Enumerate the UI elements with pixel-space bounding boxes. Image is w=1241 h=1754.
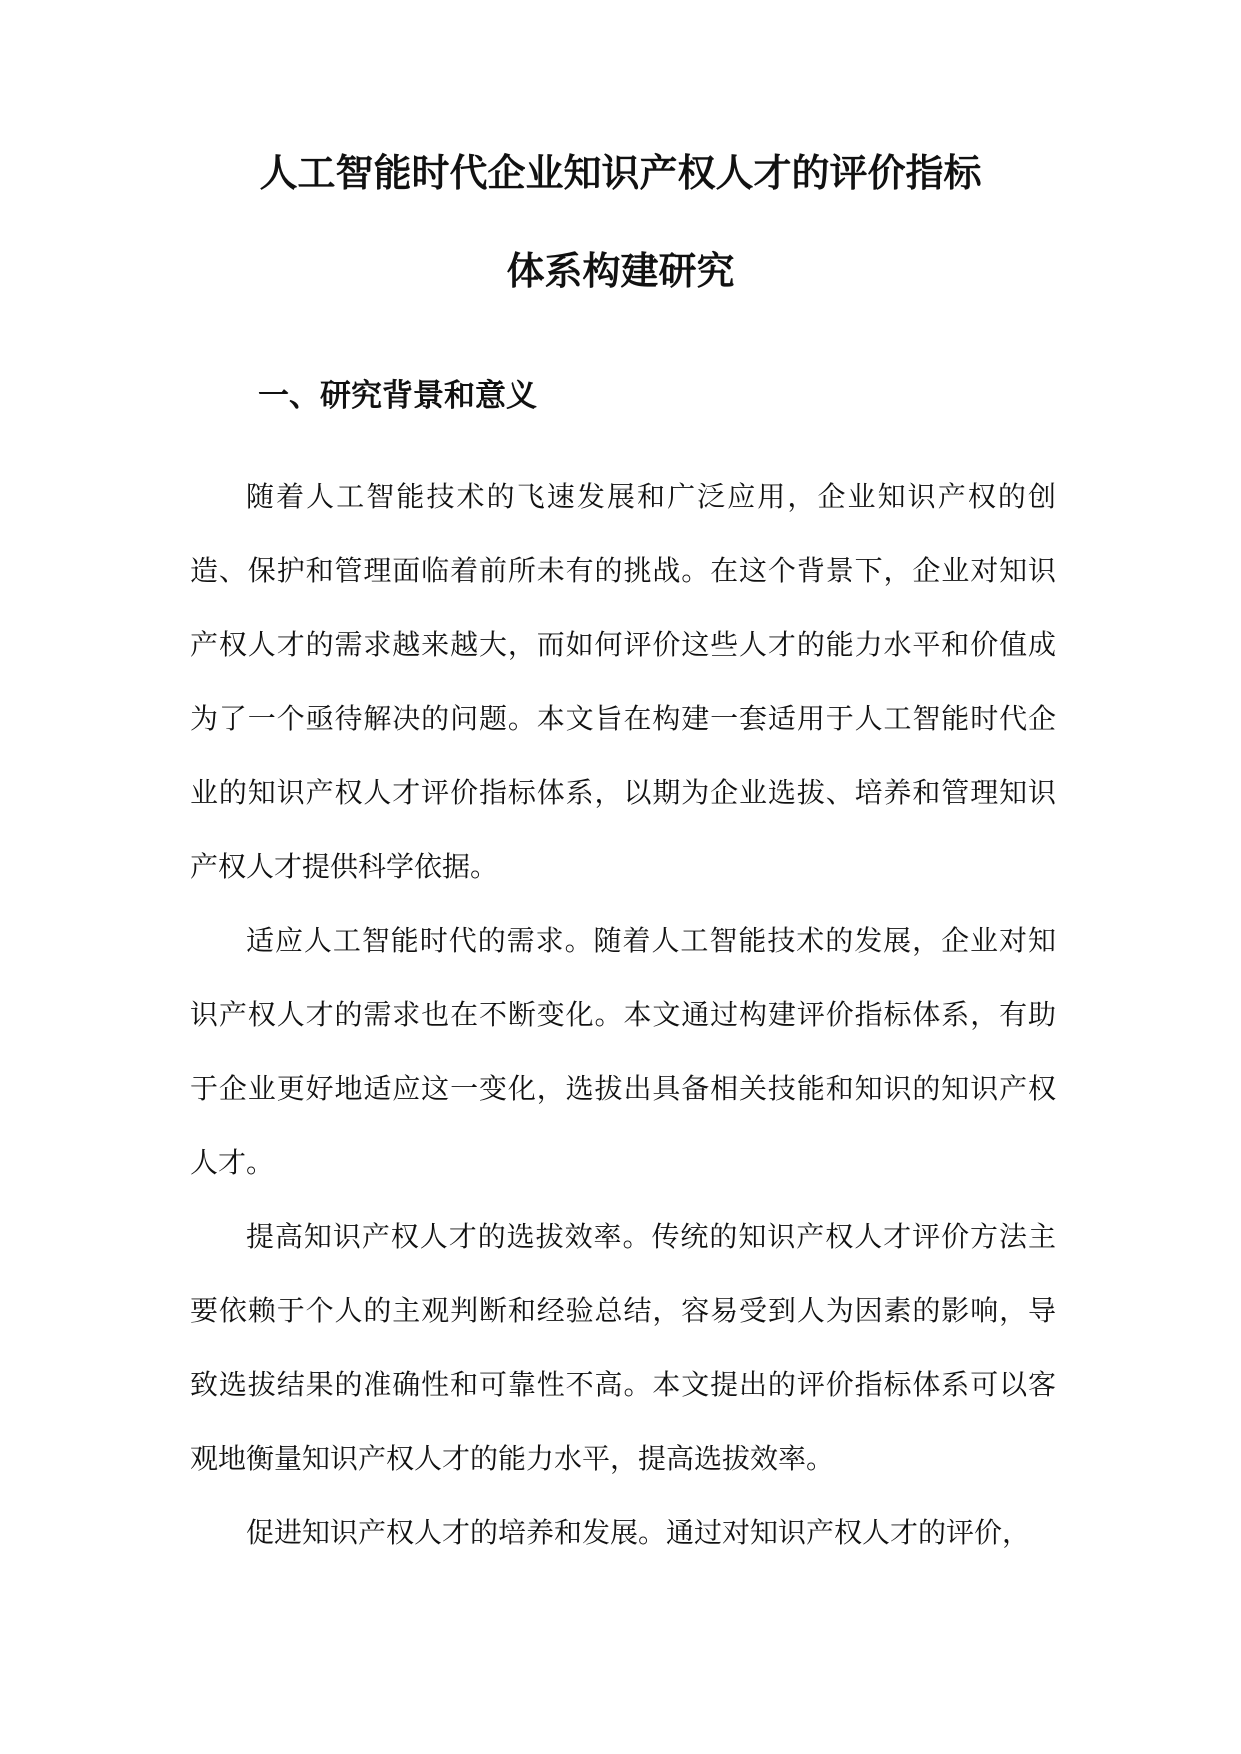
section-heading: 一、研究背景和意义 xyxy=(258,378,537,414)
document-body xyxy=(190,460,1056,1570)
paragraph: 适应人工智能时代的需求。随着人工智能技术的发展，企业对知识产权人才的需求也在不断变化。本文通过构建评价指标体系，有助于企业更好地适应这一变化，选拔出具备相关技能和知识的知识产权人才。 xyxy=(190,924,1056,1179)
paragraph: 提高知识产权人才的选拔效率。传统的知识产权人才评价方法主要依赖于个人的主观判断和经验总结，容易受到人为因素的影响，导致选拔结果的准确性和可靠性不高。本文提出的评价指标体系可以客观地衡量知识产权人才的能力水平，提高选拔效率。 xyxy=(190,1220,1056,1475)
paragraph: 随着人工智能技术的飞速发展和广泛应用，企业知识产权的创造、保护和管理面临着前所未有的挑战。在这个背景下，企业对知识产权人才的需求越来越大，而如何评价这些人才的能力水平和价值成为了一个亟待解决的问题。本文旨在构建一套适用于人工智能时代企业的知识产权人才评价指标体系，以期为企业选拔、培养和管理知识产权人才提供科学依据。 xyxy=(190,480,1056,883)
document-title-line-2: 体系构建研究 xyxy=(506,248,735,293)
paragraph: 促进知识产权人才的培养和发展。通过对知识产权人才的评价， xyxy=(246,1516,1031,1549)
document-title-line-1: 人工智能时代企业知识产权人才的评价指标 xyxy=(259,150,982,195)
